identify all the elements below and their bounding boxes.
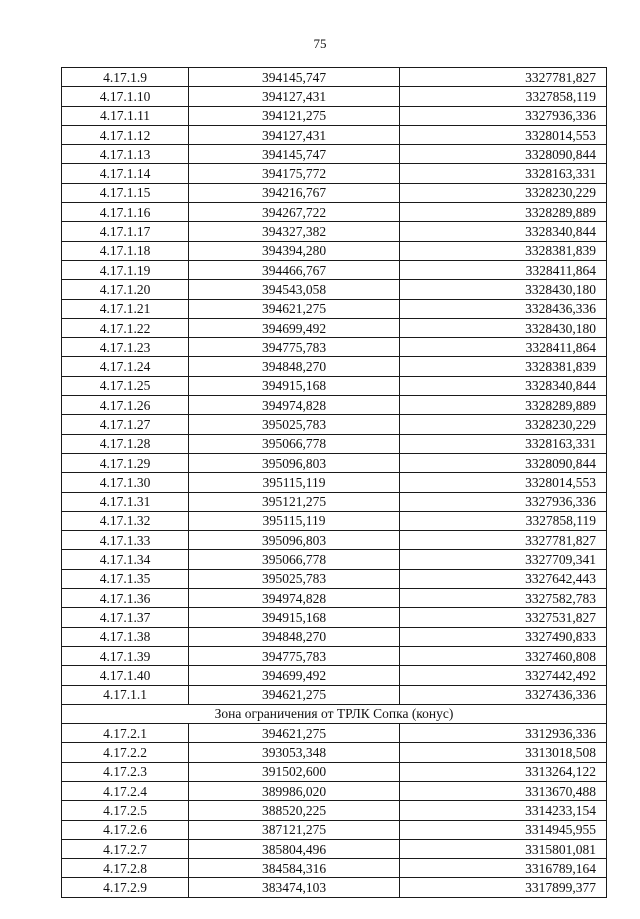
x-coordinate-cell: 395025,783 [189, 569, 400, 588]
table-row [62, 415, 607, 434]
point-number-cell: 4.17.1.37 [62, 608, 189, 627]
x-coordinate-cell: 394974,828 [189, 589, 400, 608]
y-coordinate-cell: 3313018,508 [400, 743, 607, 762]
section-title: Зона ограничения от ТРЛК Сопка (конус) [62, 704, 607, 723]
y-coordinate-cell: 3327531,827 [400, 608, 607, 627]
point-number-cell: 4.17.1.25 [62, 376, 189, 395]
y-coordinate-cell: 3328340,844 [400, 222, 607, 241]
table-row [62, 106, 607, 125]
table-row [62, 859, 607, 878]
y-coordinate-cell: 3328163,331 [400, 434, 607, 453]
table-row [62, 569, 607, 588]
y-coordinate-cell: 3327709,341 [400, 550, 607, 569]
x-coordinate-cell: 394543,058 [189, 280, 400, 299]
point-number-cell: 4.17.1.17 [62, 222, 189, 241]
point-number-cell: 4.17.1.29 [62, 453, 189, 472]
x-coordinate-cell: 395096,803 [189, 453, 400, 472]
point-number-cell: 4.17.1.31 [62, 492, 189, 511]
x-coordinate-cell: 394327,382 [189, 222, 400, 241]
point-number-cell: 4.17.1.12 [62, 125, 189, 144]
y-coordinate-cell: 3328436,336 [400, 299, 607, 318]
y-coordinate-cell: 3327460,808 [400, 646, 607, 665]
point-number-cell: 4.17.1.34 [62, 550, 189, 569]
x-coordinate-cell: 384584,316 [189, 859, 400, 878]
table-row [62, 164, 607, 183]
table-row [62, 396, 607, 415]
x-coordinate-cell: 394915,168 [189, 608, 400, 627]
point-number-cell: 4.17.2.6 [62, 820, 189, 839]
y-coordinate-cell: 3328430,180 [400, 318, 607, 337]
x-coordinate-cell: 389986,020 [189, 781, 400, 800]
x-coordinate-cell: 385804,496 [189, 839, 400, 858]
table-row [62, 203, 607, 222]
table-row [62, 820, 607, 839]
table-row [62, 743, 607, 762]
point-number-cell: 4.17.1.18 [62, 241, 189, 260]
y-coordinate-cell: 3316789,164 [400, 859, 607, 878]
x-coordinate-cell: 388520,225 [189, 801, 400, 820]
y-coordinate-cell: 3313670,488 [400, 781, 607, 800]
x-coordinate-cell: 395115,119 [189, 511, 400, 530]
point-number-cell: 4.17.1.38 [62, 627, 189, 646]
table-row [62, 318, 607, 337]
x-coordinate-cell: 394267,722 [189, 203, 400, 222]
y-coordinate-cell: 3327936,336 [400, 492, 607, 511]
x-coordinate-cell: 395066,778 [189, 434, 400, 453]
point-number-cell: 4.17.1.13 [62, 145, 189, 164]
table-row [62, 608, 607, 627]
y-coordinate-cell: 3317899,377 [400, 878, 607, 897]
table-row [62, 492, 607, 511]
table-row [62, 260, 607, 279]
x-coordinate-cell: 395115,119 [189, 473, 400, 492]
y-coordinate-cell: 3328411,864 [400, 338, 607, 357]
point-number-cell: 4.17.1.33 [62, 531, 189, 550]
y-coordinate-cell: 3328381,839 [400, 241, 607, 260]
y-coordinate-cell: 3328163,331 [400, 164, 607, 183]
x-coordinate-cell: 387121,275 [189, 820, 400, 839]
x-coordinate-cell: 394127,431 [189, 87, 400, 106]
table-row [62, 473, 607, 492]
table-row [62, 125, 607, 144]
point-number-cell: 4.17.1.14 [62, 164, 189, 183]
point-number-cell: 4.17.1.26 [62, 396, 189, 415]
table-row [62, 338, 607, 357]
x-coordinate-cell: 394466,767 [189, 260, 400, 279]
y-coordinate-cell: 3327582,783 [400, 589, 607, 608]
table-row [62, 531, 607, 550]
point-number-cell: 4.17.2.7 [62, 839, 189, 858]
x-coordinate-cell: 394121,275 [189, 106, 400, 125]
x-coordinate-cell: 395121,275 [189, 492, 400, 511]
x-coordinate-cell: 395066,778 [189, 550, 400, 569]
x-coordinate-cell: 394145,747 [189, 68, 400, 87]
table-row [62, 453, 607, 472]
point-number-cell: 4.17.1.19 [62, 260, 189, 279]
table-row [62, 357, 607, 376]
y-coordinate-cell: 3327490,833 [400, 627, 607, 646]
x-coordinate-cell: 394848,270 [189, 627, 400, 646]
y-coordinate-cell: 3328090,844 [400, 145, 607, 164]
x-coordinate-cell: 394974,828 [189, 396, 400, 415]
y-coordinate-cell: 3328014,553 [400, 473, 607, 492]
coordinates-table-body [62, 68, 607, 898]
point-number-cell: 4.17.2.8 [62, 859, 189, 878]
y-coordinate-cell: 3327442,492 [400, 666, 607, 685]
x-coordinate-cell: 395025,783 [189, 415, 400, 434]
y-coordinate-cell: 3312936,336 [400, 724, 607, 743]
table-row [62, 280, 607, 299]
table-row [62, 627, 607, 646]
x-coordinate-cell: 394394,280 [189, 241, 400, 260]
point-number-cell: 4.17.2.3 [62, 762, 189, 781]
table-row [62, 299, 607, 318]
table-row [62, 183, 607, 202]
x-coordinate-cell: 394915,168 [189, 376, 400, 395]
point-number-cell: 4.17.1.1 [62, 685, 189, 704]
y-coordinate-cell: 3328430,180 [400, 280, 607, 299]
y-coordinate-cell: 3328381,839 [400, 357, 607, 376]
y-coordinate-cell: 3313264,122 [400, 762, 607, 781]
y-coordinate-cell: 3327858,119 [400, 87, 607, 106]
point-number-cell: 4.17.1.28 [62, 434, 189, 453]
table-row [62, 878, 607, 897]
x-coordinate-cell: 394621,275 [189, 724, 400, 743]
table-row [62, 87, 607, 106]
table-row [62, 685, 607, 704]
point-number-cell: 4.17.1.32 [62, 511, 189, 530]
y-coordinate-cell: 3327936,336 [400, 106, 607, 125]
y-coordinate-cell: 3328230,229 [400, 183, 607, 202]
table-row [62, 550, 607, 569]
x-coordinate-cell: 394848,270 [189, 357, 400, 376]
y-coordinate-cell: 3328230,229 [400, 415, 607, 434]
table-row [62, 781, 607, 800]
x-coordinate-cell: 383474,103 [189, 878, 400, 897]
x-coordinate-cell: 394145,747 [189, 145, 400, 164]
x-coordinate-cell: 394699,492 [189, 318, 400, 337]
point-number-cell: 4.17.1.10 [62, 87, 189, 106]
point-number-cell: 4.17.1.30 [62, 473, 189, 492]
y-coordinate-cell: 3314945,955 [400, 820, 607, 839]
point-number-cell: 4.17.1.20 [62, 280, 189, 299]
point-number-cell: 4.17.1.36 [62, 589, 189, 608]
point-number-cell: 4.17.1.21 [62, 299, 189, 318]
x-coordinate-cell: 391502,600 [189, 762, 400, 781]
table-row [62, 222, 607, 241]
table-row [62, 145, 607, 164]
table-row [62, 376, 607, 395]
x-coordinate-cell: 394621,275 [189, 685, 400, 704]
table-row [62, 68, 607, 87]
x-coordinate-cell: 393053,348 [189, 743, 400, 762]
table-row [62, 434, 607, 453]
y-coordinate-cell: 3328090,844 [400, 453, 607, 472]
page-number: 75 [313, 36, 327, 51]
y-coordinate-cell: 3327642,443 [400, 569, 607, 588]
y-coordinate-cell: 3328014,553 [400, 125, 607, 144]
y-coordinate-cell: 3327436,336 [400, 685, 607, 704]
table-row [62, 511, 607, 530]
point-number-cell: 4.17.1.24 [62, 357, 189, 376]
y-coordinate-cell: 3327858,119 [400, 511, 607, 530]
point-number-cell: 4.17.2.1 [62, 724, 189, 743]
point-number-cell: 4.17.1.11 [62, 106, 189, 125]
x-coordinate-cell: 394699,492 [189, 666, 400, 685]
point-number-cell: 4.17.2.5 [62, 801, 189, 820]
x-coordinate-cell: 394621,275 [189, 299, 400, 318]
coordinates-table [61, 67, 607, 898]
section-header-row [62, 704, 607, 723]
x-coordinate-cell: 394175,772 [189, 164, 400, 183]
x-coordinate-cell: 394775,783 [189, 646, 400, 665]
table-row [62, 762, 607, 781]
point-number-cell: 4.17.1.40 [62, 666, 189, 685]
y-coordinate-cell: 3328289,889 [400, 203, 607, 222]
x-coordinate-cell: 394216,767 [189, 183, 400, 202]
point-number-cell: 4.17.1.39 [62, 646, 189, 665]
y-coordinate-cell: 3328289,889 [400, 396, 607, 415]
table-row [62, 839, 607, 858]
x-coordinate-cell: 394775,783 [189, 338, 400, 357]
point-number-cell: 4.17.1.16 [62, 203, 189, 222]
x-coordinate-cell: 395096,803 [189, 531, 400, 550]
y-coordinate-cell: 3327781,827 [400, 68, 607, 87]
point-number-cell: 4.17.2.2 [62, 743, 189, 762]
point-number-cell: 4.17.1.27 [62, 415, 189, 434]
table-row [62, 589, 607, 608]
point-number-cell: 4.17.1.23 [62, 338, 189, 357]
table-row [62, 646, 607, 665]
point-number-cell: 4.17.2.4 [62, 781, 189, 800]
point-number-cell: 4.17.2.9 [62, 878, 189, 897]
point-number-cell: 4.17.1.35 [62, 569, 189, 588]
y-coordinate-cell: 3315801,081 [400, 839, 607, 858]
point-number-cell: 4.17.1.22 [62, 318, 189, 337]
y-coordinate-cell: 3328411,864 [400, 260, 607, 279]
point-number-cell: 4.17.1.9 [62, 68, 189, 87]
y-coordinate-cell: 3327781,827 [400, 531, 607, 550]
point-number-cell: 4.17.1.15 [62, 183, 189, 202]
table-row [62, 724, 607, 743]
y-coordinate-cell: 3314233,154 [400, 801, 607, 820]
table-row [62, 666, 607, 685]
table-row [62, 801, 607, 820]
x-coordinate-cell: 394127,431 [189, 125, 400, 144]
table-row [62, 241, 607, 260]
y-coordinate-cell: 3328340,844 [400, 376, 607, 395]
